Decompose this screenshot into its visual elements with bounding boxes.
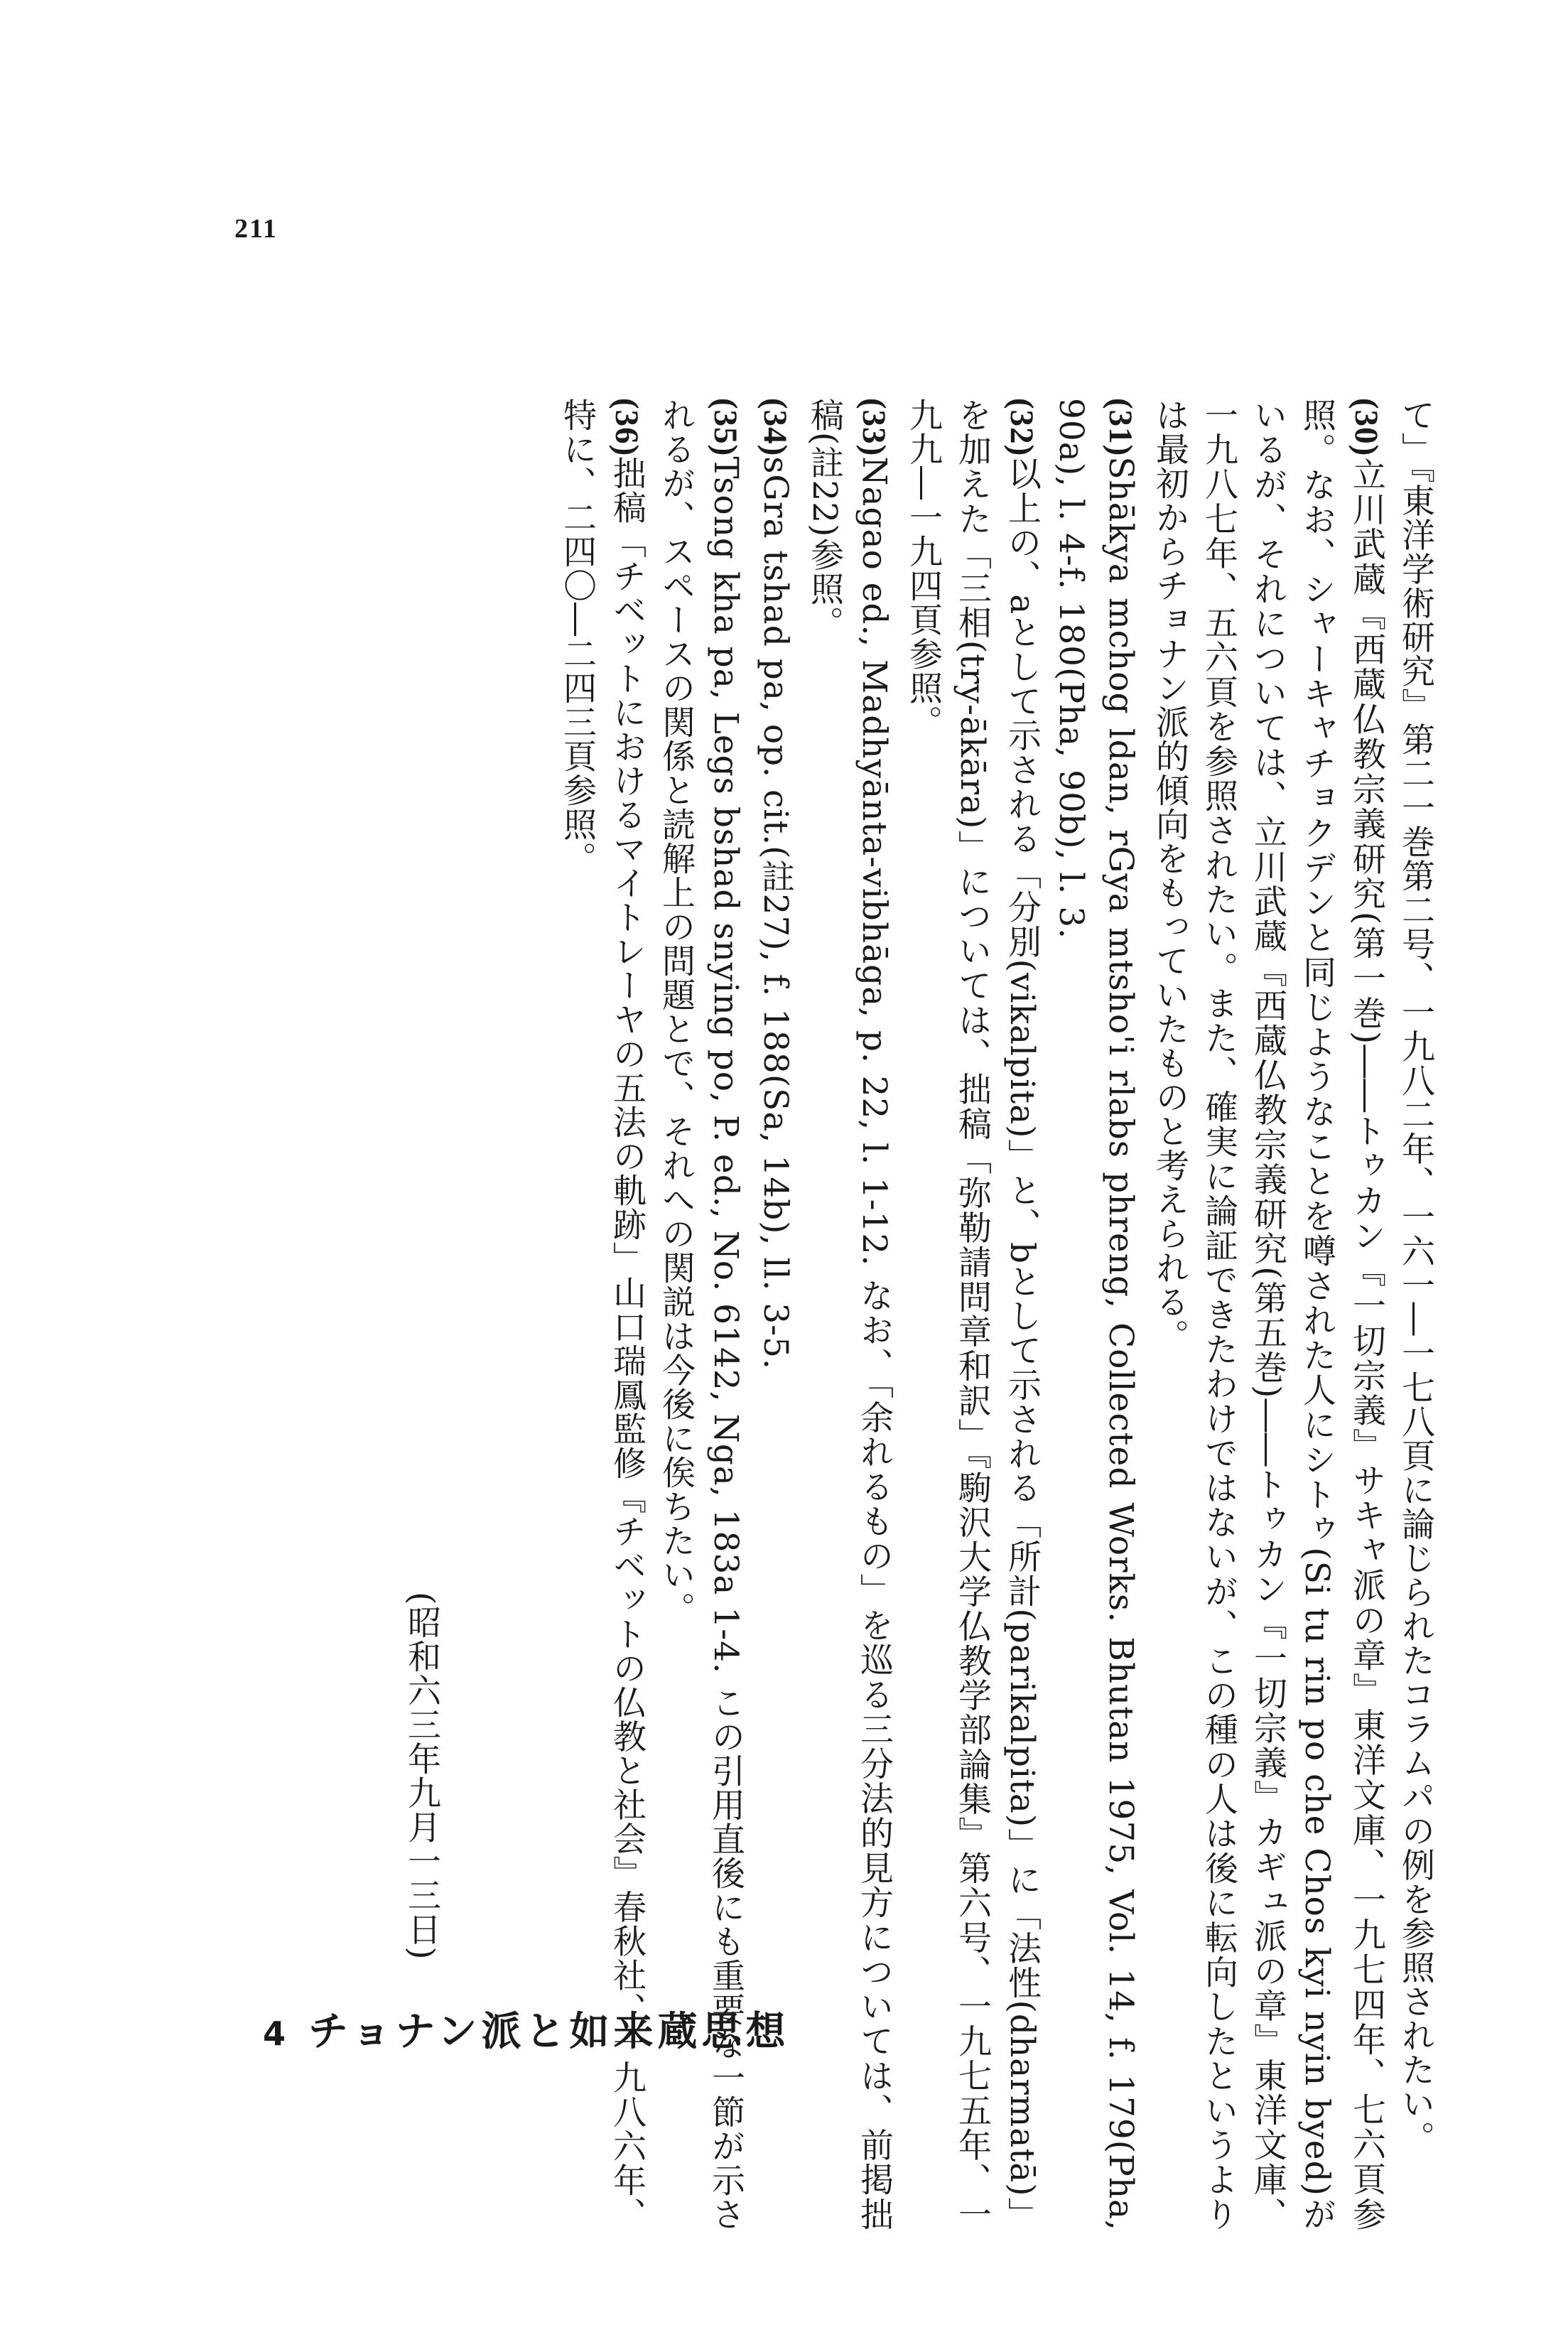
note-text: Shākya mchog ldan, rGya mtsho'i rlabs phreng, Collected Works. Bhutan 1975, Vol. 14, f. 179(Pha, 90a), l. 4-f. 180(Pha, 90b), l. 3.: [1051, 398, 1140, 2231]
note-number: (31): [1102, 398, 1139, 457]
note-text: 拙稿「チベットにおけるマイトレーヤの五法の軌跡」山口瑞鳳監修『チベットの仏教と社会』春秋社、一九八六年、特に、二四〇―二四三頁参照。: [558, 398, 647, 2231]
note-text: sGra tshad pa, op. cit.(註27), f. 188(Sa, 14b), ll. 3-5.: [756, 456, 795, 1370]
note-text: て」『東洋学術研究』第二一巻第二号、一九八二年、一六一―一七八頁に論じられたコラムパの例を参照されたい。: [1396, 398, 1435, 2155]
note-number: (30): [1348, 398, 1385, 457]
note-32: [899, 398, 1047, 2231]
note-34: [750, 398, 800, 2231]
date-line: (昭和六三年九月一三日): [402, 1592, 441, 1960]
note-31: [1047, 398, 1145, 2231]
note-number: (32): [1003, 398, 1040, 457]
note-35: [651, 398, 750, 2231]
note-text: Nagao ed., Madhyānta-vibhāga, p. 22, l. 1-12. なお、「余れるもの」を巡る三分法的見方については、前掲拙稿(註22)参照。: [805, 398, 894, 2231]
note-number: (36): [608, 398, 645, 457]
note-number: (34): [757, 398, 794, 457]
note-number: (35): [707, 398, 744, 457]
note-text: 立川武蔵『西蔵仏教宗義研究(第一巻)――トゥカン『一切宗義』サキャ派の章』東洋文庫、一九七四年、七六頁参照。なお、シャーキャチョクデンと同じようなことを噂された人にシトゥ(Si tu rin po che Chos kyi nyin byed)がいるが、それについては、立川武蔵『西蔵仏教宗義研究(第五巻)――トゥカン『一切宗義』カギュ派の章』東洋文庫、一九八七年、五六頁を参照されたい。また、確実に論証できたわけではないが、この種の人は後に転向したというよりは最初からチョナン派的傾向をもっていたものと考えられる。: [1150, 398, 1386, 2231]
note-text: 以上の、aとして示される「分別(vikalpita)」と、bとして示される「所計(parikalpita)」に「法性(dharmatā)」を加えた「三相(try-ākāra)」については、拙稿「弥勒請問章和訳」『駒沢大学仏教学部論集』第六号、一九七五年、一九九―一九四頁参照。: [904, 398, 1042, 2231]
note-30: [1145, 398, 1391, 2231]
note-33: [800, 398, 899, 2231]
note-continuation: [1391, 398, 1440, 2231]
note-text: Tsong kha pa, Legs bshad snying po, P. ed., No. 6142, Nga, 183a 1-4. この引用直後にも重要な一節が示されるが、スペースの関係と読解上の問題とで、それへの関説は今後に俟ちたい。: [656, 398, 745, 2231]
footnotes-block: [553, 398, 1440, 2231]
running-footer: [263, 2000, 790, 2057]
footer-page-number: 4: [263, 2014, 291, 2053]
page-number: 211: [234, 214, 278, 244]
note-number: (33): [855, 398, 892, 457]
note-36: [553, 398, 651, 2231]
footer-title: チョナン派と如来蔵思想: [308, 2009, 790, 2055]
